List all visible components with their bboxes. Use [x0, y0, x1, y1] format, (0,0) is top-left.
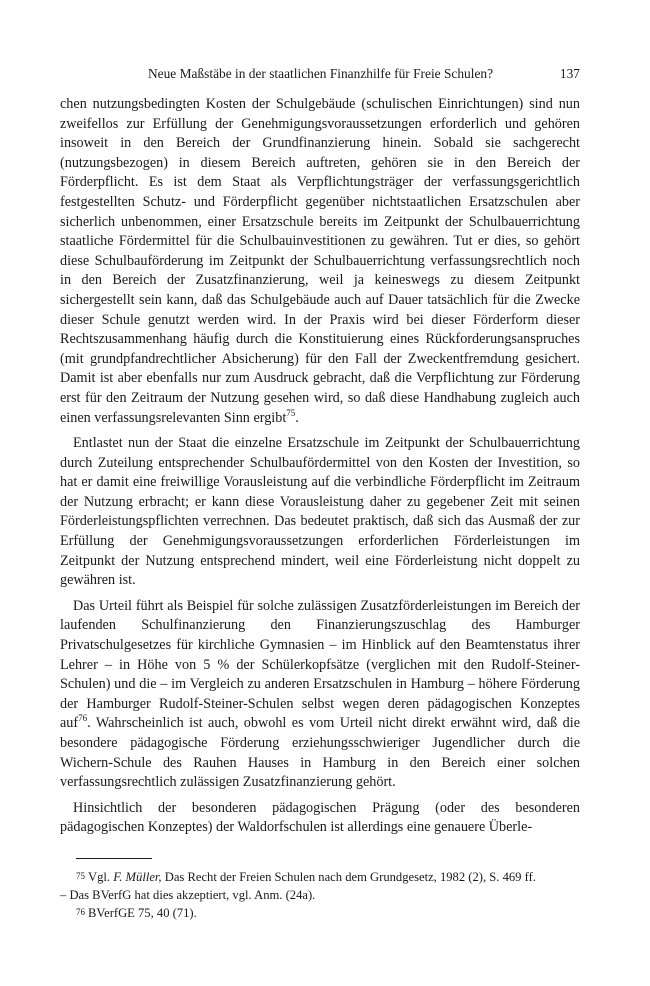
paragraph-text: chen nutzungsbedingten Kosten der Schulgebäude (schulischen Einrichtungen) sind nun zweifellos zur Erfüllung der Genehmigungsvoraussetzungen erforderlich und gehören insoweit in den Bereich der Grundfinanzierung hinein. Sobald sie sachgerecht (nutzungsbezogen) in diesem Bereich auftreten, gehören sie in den Bereich der Förderpflicht. Es ist dem Staat als Verpflichtungsträger der verfassungsgerichtlich festgestellten Schutz- und Förderpflicht gegenüber nichtstaatlichen Ersatzschulen aber sicherlich unbenommen, einer Ersatzschule bereits im Zeitpunkt der Schulbauerrichtung staatliche Fördermittel für die Schulbauinvestitionen zu gewähren. Tut er dies, so gehört diese Schulbauförderung im Zeitpunkt der Schulbauerrichtung verfassungsrechtlich noch in den Bereich der Zusatzfinanzierung, weil ja keineswegs zu diesem Zeitpunkt sichergestellt sein kann, daß das Schulgebäude auch auf Dauer tatsächlich für die Zwecke dieser Schule genutzt werden wird. In der Praxis wird bei dieser Förderform dieser Rechtszusammenhang häufig durch die Konstituierung eines Rückforderungsanspruches (mit grundpfandrechtlicher Absicherung) für den Fall der Zweckentfremdung gesichert. Damit ist aber ebenfalls nur zum Ausdruck gebracht, daß die Verpflichtung zur Förderung erst für den Zeitraum der Nutzung gesehen wird, so daß diese Handhabung zugleich auch einen verfassungsrelevanten Sinn ergibt [60, 96, 580, 426]
footnote-text: BVerfGE 75, 40 (71). [88, 906, 197, 921]
footnote-author: F. Müller, [113, 870, 162, 884]
footnote-ref[interactable]: 75 [286, 407, 296, 418]
footnote-ref[interactable]: 76 [78, 713, 88, 724]
footnote-number: 75 [76, 871, 85, 881]
body-text [60, 95, 580, 838]
footnote-text: Das Recht der Freien Schulen nach dem Grundgesetz, 1982 (2), S. 469 ff. [161, 870, 536, 884]
footnote [60, 904, 580, 923]
footnote-separator [76, 858, 152, 859]
footnote-text: – Das BVerfG hat dies akzeptiert, vgl. Anm. (24a). [60, 887, 316, 902]
paragraph-text: Entlastet nun der Staat die einzelne Ersatzschule im Zeitpunkt der Schulbauerrichtung durch Zuteilung entsprechender Schulbaufördermittel von den Kosten der Investition, so hat er damit eine freiwillige Vorausleistung auf die verbindliche Förderpflicht im Zeitraum der Nutzung erbracht; er kann diese Vorausleistung daher zu gegebener Zeit mit seinen Förderleistungspflichten verrechnen. Das bedeutet praktisch, daß sich das Ausmaß der zur Erfüllung der Genehmigungsvoraussetzungen erforderlichen Förderleistungen im Zeitpunkt der Nutzung entsprechend mindert, weil eine Förderleistung nicht doppelt zu gewähren ist. [60, 435, 580, 589]
footnotes [60, 868, 580, 923]
running-title: Neue Maßstäbe in der staatlichen Finanzhilfe für Freie Schulen? [148, 66, 494, 81]
paragraph [60, 597, 580, 793]
page-number: 137 [559, 66, 580, 81]
footnote-continuation [60, 887, 580, 905]
footnote-text: Vgl. [88, 870, 114, 884]
paragraph [60, 434, 580, 591]
paragraph: chen nutzungsbedingten Kosten der Schulgebäude (schulischen Einrichtungen) sind nun zweifellos zur Erfüllung der Genehmigungsvoraussetzungen erforderlich und gehören insoweit in den Bereich der Grundfinanzierung hinein. Sobald sie sachgerecht (nutzungsbezogen) in diesem Bereich auftreten, gehören sie in den Bereich der Förderpflicht. Es ist dem Staat als Verpflichtungsträger der verfassungsgerichtlich festgestellten Schutz- und Förderpflicht gegenüber nichtstaatlichen Ersatzschulen aber sicherlich unbenommen, einer Ersatzschule bereits im Zeitpunkt der Schulbauerrichtung staatliche Fördermittel für die Schulbauinvestitionen zu gewähren. Tut er dies, so gehört diese Schulbauförderung im Zeitpunkt der Schulbauerrichtung verfassungsrechtlich noch in den Bereich der Zusatzfinanzierung, weil ja keineswegs zu diesem Zeitpunkt sichergestellt sein kann, daß das Schulgebäude auch auf Dauer tatsächlich für die Zwecke dieser Schule genutzt werden wird. In der Praxis wird bei dieser Förderform dieser Rechtszusammenhang häufig durch die Konstituierung eines Rückforderungsanspruches (mit grundpfandrechtlicher Absicherung) für den Fall der Zweckentfremdung gesichert. Damit ist aber ebenfalls nur zum Ausdruck gebracht, daß die Verpflichtung zur Förderung erst für den Zeitraum der Nutzung gesehen wird, so daß diese Handhabung zugleich auch einen verfassungsrelevanten Sinn ergibt$^{75}$. [60, 96, 580, 426]
paragraph-text: Hinsichtlich der besonderen pädagogischen Prägung (oder des besonderen pädagogischen Konzeptes) der Waldorfschulen ist allerdings eine genauere Überle- [60, 799, 580, 836]
footnote [60, 868, 580, 887]
paragraph [60, 799, 580, 838]
paragraph-text: Das Urteil führt als Beispiel für solche zulässigen Zusatzförderleistungen im Bereich der laufenden Schulfinanzierung den Finanzierungszuschlag des Hamburger Privatschulgesetzes für kirchliche Gymnasien – im Hinblick auf den Beamtenstatus ihrer Lehrer – in Höhe von 5 % der Schülerkopfsätze (verglichen mit den Rudolf-Steiner-Schulen) und die – im Vergleich zu anderen Ersatzschulen in Hamburg – höhere Förderung der Hamburger Rudolf-Steiner-Schulen selbst wegen deren pädagogischen Konzeptes auf [60, 597, 580, 732]
paragraph-text: . Wahrscheinlich ist auch, obwohl es vom Urteil nicht direkt erwähnt wird, daß die besondere pädagogische Förderung erziehungsschwieriger Jugendlicher durch die Wichern-Schule des Rauhen Hauses in Hamburg in den Bereich einer solchen verfassungsrechtlich zulässigen Zusatzfinanzierung gehört. [60, 715, 580, 791]
footnote-number: 76 [76, 907, 85, 918]
